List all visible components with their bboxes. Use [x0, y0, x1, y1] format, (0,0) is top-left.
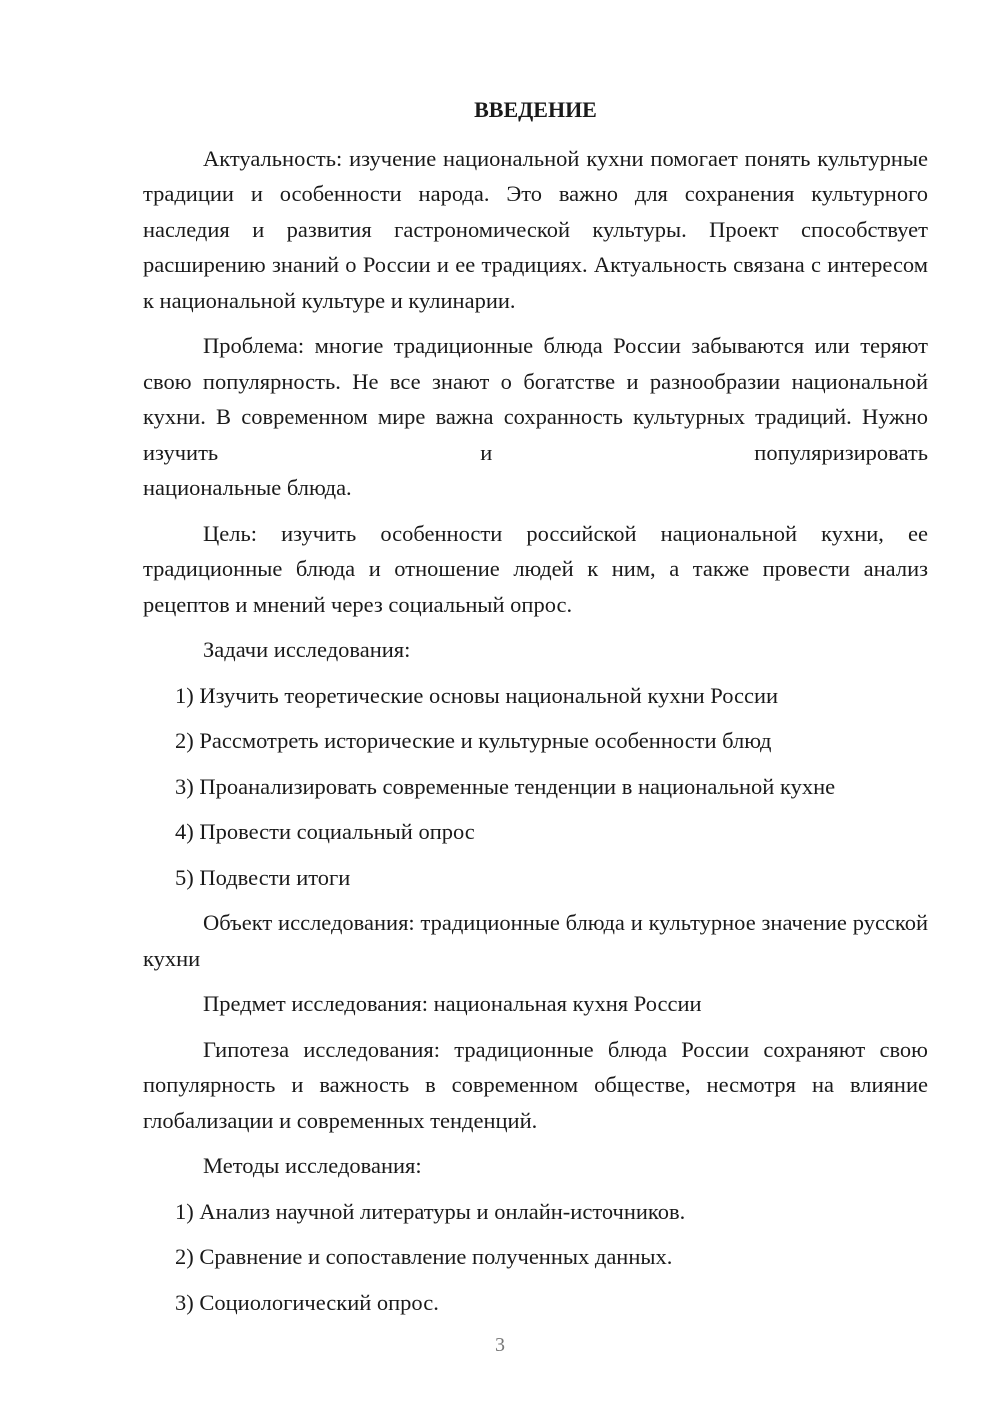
paragraph-problem-tail-line [143, 470, 928, 506]
paragraph-problem [143, 328, 928, 470]
paragraph-subject: Предмет исследования: национальная кухня России [203, 991, 702, 1016]
list-item: 1) Анализ научной литературы и онлайн-источников. [175, 1198, 686, 1224]
list-item: 2) Сравнение и сопоставление полученных данных. [175, 1244, 673, 1269]
page-number: 3 [495, 1334, 505, 1356]
list-item: 4) Провести социальный опрос [175, 819, 475, 844]
paragraph-goal: Цель: изучить особенности российской национальной кухни, ее традиционные блюда и отношение людей к ним, а также провести анализ рецептов и мнений через социальный опрос. [143, 520, 928, 617]
list-item: 3) Проанализировать современные тенденции в национальной кухне [175, 773, 836, 799]
paragraph-problem-main: Проблема: многие традиционные блюда России забываются или теряют свою популярность. Не все знают о богатстве и разнообразии национальной кухни. В современном мире важна сохранность культурных традиций. Нужно изучить и популяризировать [143, 333, 928, 465]
list-item: 5) Подвести итоги [175, 864, 351, 890]
methods-list [143, 1194, 928, 1321]
paragraph-hypothesis: Гипотеза исследования: традиционные блюда России сохраняют свою популярность и важность в современном обществе, несмотря на влияние глобализации и современных тенденций. [143, 1036, 928, 1133]
list-item: 1) Изучить теоретические основы национальной кухни России [175, 682, 779, 708]
paragraph-object: Объект исследования: традиционные блюда и культурное значение русской кухни [143, 910, 928, 971]
list-item: 2) Рассмотреть исторические и культурные особенности блюд [175, 728, 772, 753]
paragraph-problem-tail: национальные блюда. [143, 475, 352, 500]
document-title: ВВЕДЕНИЕ [474, 97, 597, 122]
document-page [143, 92, 928, 1330]
methods-heading: Методы исследования: [203, 1153, 422, 1178]
list-item: 3) Социологический опрос. [175, 1289, 439, 1315]
tasks-list [143, 678, 928, 896]
paragraph-relevance: Актуальность: изучение национальной кухни помогает понять культурные традиции и особенности народа. Это важно для сохранения культурного наследия и развития гастрономической культуры. Проект способствует расширению знаний о России и ее традициях. Актуальность связана с интересом к национальной культуре и кулинарии. [143, 145, 928, 313]
tasks-heading: Задачи исследования: [203, 637, 411, 662]
